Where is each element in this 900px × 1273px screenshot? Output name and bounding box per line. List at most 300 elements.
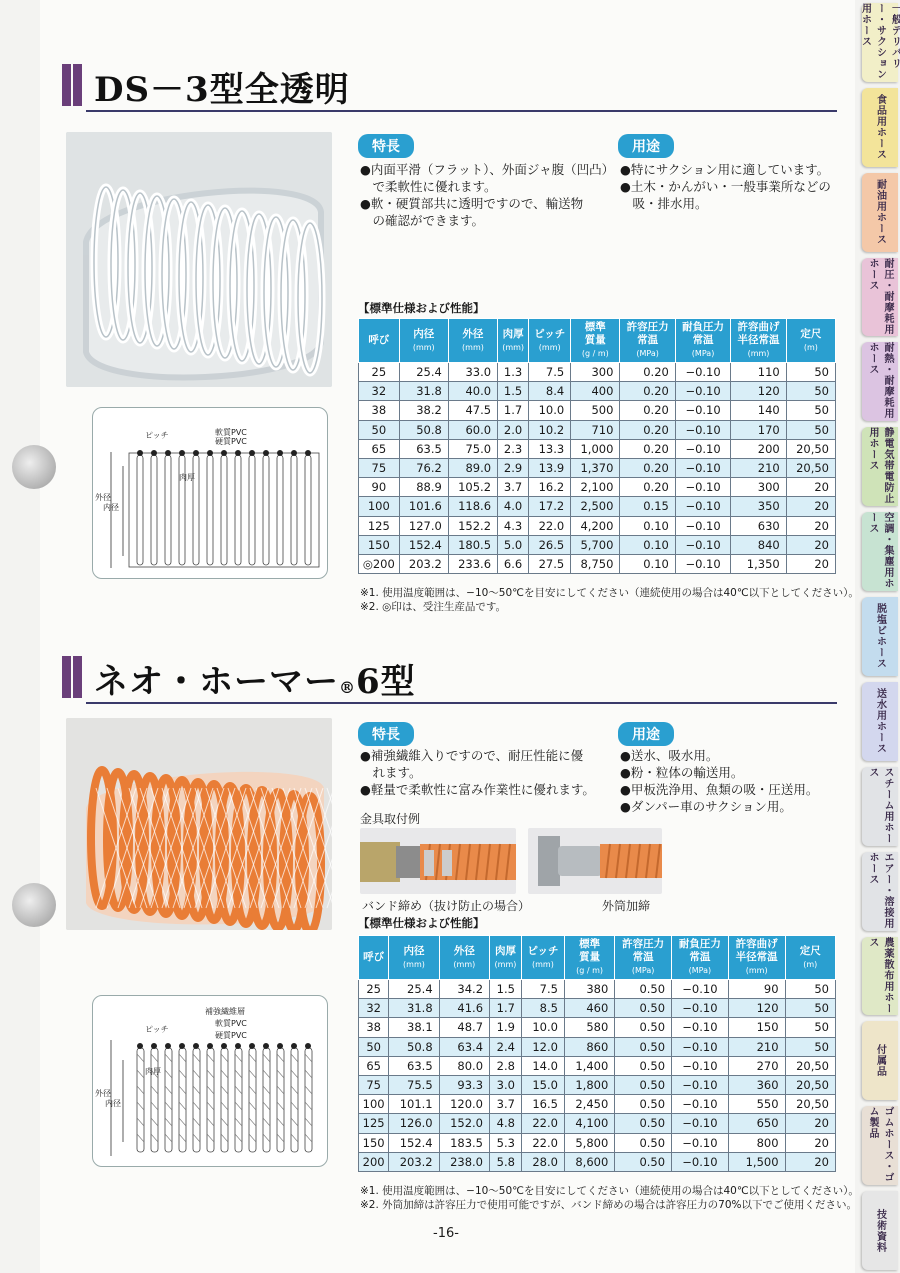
use-item: ●送水、吸水用。 <box>620 748 719 763</box>
uses-list <box>620 747 818 815</box>
title-main: ネオ・ホーマー <box>94 662 339 702</box>
index-tab[interactable]: 技術資料 <box>862 1191 898 1270</box>
feature-item: ●補強繊維入りですので、耐圧性能に優 <box>360 748 584 763</box>
table-cell: 0.10 <box>620 516 675 535</box>
section-title <box>94 654 416 703</box>
outer-crimp-caption: 外筒加締 <box>602 899 651 913</box>
column-header: 内径 (mm) <box>399 319 448 363</box>
table-cell: 20,50 <box>785 1075 835 1094</box>
fiber-hatch <box>165 1118 172 1126</box>
table-row <box>359 1095 836 1114</box>
index-tab[interactable]: 脱塩ビホース <box>862 597 898 676</box>
table-cell: 233.6 <box>448 554 497 573</box>
fiber-hatch <box>193 1118 200 1126</box>
table-cell: 350 <box>731 497 786 516</box>
table-cell: 0.50 <box>615 1095 672 1114</box>
table-cell: 38.2 <box>399 401 448 420</box>
rib-dot <box>165 1043 171 1049</box>
fiber-hatch <box>291 1118 298 1126</box>
table-cell: 180.5 <box>448 535 497 554</box>
fiber-hatch <box>207 1134 214 1142</box>
fiber-hatch <box>137 1086 144 1094</box>
use-item: ●土木・かんがい・一般事業所などの <box>620 179 831 194</box>
table-cell: 8.4 <box>529 382 571 401</box>
table-cell: 120 <box>731 382 786 401</box>
table-cell: −0.10 <box>675 363 730 382</box>
rib <box>193 455 199 565</box>
table-cell: 150 <box>359 535 400 554</box>
table-cell: 10.0 <box>529 401 571 420</box>
index-tab[interactable]: 付属品 <box>862 1021 898 1100</box>
hose-ribs <box>137 1043 312 1152</box>
table-cell: 65 <box>359 439 400 458</box>
table-cell: 4,200 <box>571 516 620 535</box>
rib-dot <box>277 450 283 456</box>
fiber-hatch <box>263 1086 270 1094</box>
band-clamp-photo <box>360 828 516 894</box>
table-cell: 20 <box>786 516 835 535</box>
table-cell: 48.7 <box>439 1018 489 1037</box>
column-header: 定尺 (m) <box>786 319 835 363</box>
table-cell: 26.5 <box>529 535 571 554</box>
table-cell: 550 <box>728 1095 785 1114</box>
table-cell: 10.0 <box>521 1018 564 1037</box>
table-cell: 25 <box>359 980 389 999</box>
fiber-hatch <box>165 1086 172 1094</box>
table-cell: 4.0 <box>498 497 529 516</box>
column-header: 耐負圧力 常温 (MPa) <box>672 936 729 980</box>
feature-item: で柔軟性に優れます。 <box>360 179 497 194</box>
feature-item: ●軟・硬質部共に透明ですので、輸送物 <box>360 196 584 211</box>
table-cell: 13.3 <box>529 439 571 458</box>
rib <box>263 455 269 565</box>
use-item: 吸・排水用。 <box>620 196 708 211</box>
table-cell: 41.6 <box>439 999 489 1018</box>
table-cell: 203.2 <box>399 554 448 573</box>
fiber-hatch <box>179 1134 186 1142</box>
fiber-hatch <box>165 1134 172 1142</box>
table-row <box>359 516 836 535</box>
features-list <box>360 161 614 229</box>
outer-crimp-photo <box>528 828 662 894</box>
inner-diameter-label: 内径 <box>105 1099 121 1108</box>
fiber-hatch <box>235 1054 242 1062</box>
index-tab[interactable]: 食品用ホース <box>862 88 898 167</box>
table-cell: 5.8 <box>490 1152 522 1171</box>
column-header: 外径 (mm) <box>448 319 497 363</box>
table-cell: 4.8 <box>490 1114 522 1133</box>
table-row <box>359 458 836 477</box>
table-cell: 170 <box>731 420 786 439</box>
table-cell: 50.8 <box>399 420 448 439</box>
table-cell: 15.0 <box>521 1075 564 1094</box>
table-cell: 16.2 <box>529 478 571 497</box>
pitch-label: ピッチ <box>145 431 169 440</box>
fiber-hatch <box>235 1118 242 1126</box>
uses-badge: 用途 <box>618 722 674 746</box>
table-cell: 152.4 <box>399 535 448 554</box>
use-item: ●粉・粒体の輸送用。 <box>620 765 744 780</box>
table-cell: 50 <box>359 420 400 439</box>
table-cell: 0.20 <box>620 478 675 497</box>
table-cell: 7.5 <box>529 363 571 382</box>
table-cell: 1.3 <box>498 363 529 382</box>
table-cell: −0.10 <box>675 478 730 497</box>
feature-item: ●軽量で柔軟性に富み作業性に優れます。 <box>360 782 595 797</box>
table-cell: 32 <box>359 999 389 1018</box>
table-cell: −0.10 <box>675 420 730 439</box>
rib <box>277 1048 284 1152</box>
fiber-hatch <box>291 1102 298 1110</box>
column-header: 許容圧力 常温 (MPa) <box>615 936 672 980</box>
fiber-hatch <box>193 1054 200 1062</box>
fiber-hatch <box>249 1134 256 1142</box>
column-header: 許容圧力 常温 (MPa) <box>620 319 675 363</box>
fiber-hatch <box>305 1134 312 1142</box>
table-cell: 63.5 <box>399 439 448 458</box>
header-rule <box>86 702 837 704</box>
header-bar <box>62 64 82 106</box>
table-cell: −0.10 <box>675 401 730 420</box>
table-cell: 5,800 <box>564 1133 614 1152</box>
note-line: ※2. ◎印は、受注生産品です。 <box>360 601 506 613</box>
index-tab[interactable]: 空調・集塵用ホース <box>862 512 898 591</box>
fiber-hatch <box>235 1102 242 1110</box>
table-cell: 580 <box>564 1018 614 1037</box>
use-item: ●特にサクション用に適しています。 <box>620 162 830 177</box>
table-cell: 360 <box>728 1075 785 1094</box>
fiber-hatch <box>263 1070 270 1078</box>
rib-dot <box>165 450 171 456</box>
title-suffix: 6型 <box>356 662 416 702</box>
table-cell: 2.4 <box>490 1037 522 1056</box>
table-cell: 33.0 <box>448 363 497 382</box>
table-cell: 50 <box>359 1037 389 1056</box>
table-cell: 8,600 <box>564 1152 614 1171</box>
table-row <box>359 497 836 516</box>
rib <box>207 1048 214 1152</box>
rib-dot <box>305 450 311 456</box>
column-header: 許容曲げ 半径常温 (mm) <box>731 319 786 363</box>
features-badge: 特長 <box>358 722 414 746</box>
table-cell: 0.20 <box>620 458 675 477</box>
table-cell: 10.2 <box>529 420 571 439</box>
table-row <box>359 1037 836 1056</box>
fiber-hatch <box>249 1086 256 1094</box>
fiber-hatch <box>291 1054 298 1062</box>
table-cell: 4,100 <box>564 1114 614 1133</box>
table-cell: 3.7 <box>498 478 529 497</box>
table-row <box>359 535 836 554</box>
index-tab[interactable]: 静電気帯電防止用ホース <box>862 427 898 506</box>
table-cell: 630 <box>731 516 786 535</box>
rib-dot <box>291 450 297 456</box>
page-number: -16- <box>433 1226 459 1241</box>
table-cell: 0.20 <box>620 363 675 382</box>
binder-hole <box>12 445 56 489</box>
product-photo-neo-homer <box>66 718 332 930</box>
fiber-hatch <box>263 1102 270 1110</box>
fiber-hatch <box>179 1086 186 1094</box>
fiber-hatch <box>151 1118 158 1126</box>
table-cell: 8.5 <box>521 999 564 1018</box>
table-cell: 500 <box>571 401 620 420</box>
outer-diameter-label: 外径 <box>95 493 111 502</box>
fiber-hatch <box>179 1054 186 1062</box>
column-header: 標準 質量 (g / m) <box>571 319 620 363</box>
table-cell: 65 <box>359 1056 389 1075</box>
fiber-hatch <box>249 1118 256 1126</box>
fiber-hatch <box>193 1070 200 1078</box>
index-tab[interactable]: 耐油用ホース <box>862 173 898 252</box>
fiber-hatch <box>235 1070 242 1078</box>
fiber-hatch <box>165 1070 172 1078</box>
rib <box>235 455 241 565</box>
fitting-examples-title: 金具取付例 <box>360 812 421 826</box>
table-cell: 100 <box>359 1095 389 1114</box>
table-cell: 20 <box>785 1114 835 1133</box>
fiber-hatch <box>291 1070 298 1078</box>
table-cell: 20 <box>786 535 835 554</box>
table-cell: 150 <box>728 1018 785 1037</box>
rib <box>193 1048 200 1152</box>
table-cell: 0.50 <box>615 1114 672 1133</box>
table-cell: 238.0 <box>439 1152 489 1171</box>
index-tab[interactable]: 耐熱・耐摩耗用ホース <box>862 342 898 421</box>
index-tab[interactable]: 耐圧・耐摩耗用ホース <box>862 258 898 337</box>
fiber-hatch <box>207 1086 214 1094</box>
rib-dot <box>137 1043 143 1049</box>
table-cell: 0.50 <box>615 1018 672 1037</box>
table-cell: 152.2 <box>448 516 497 535</box>
fiber-hatch <box>137 1134 144 1142</box>
table-cell: 0.50 <box>615 1075 672 1094</box>
table-cell: 63.4 <box>439 1037 489 1056</box>
index-tab[interactable]: エアー・溶接用ホース <box>862 852 898 931</box>
index-tab[interactable]: スチーム用ホース <box>862 767 898 846</box>
fiber-hatch <box>305 1086 312 1094</box>
table-cell: 400 <box>571 382 620 401</box>
band-clamp-caption: バンド締め（抜け防止の場合） <box>362 899 531 913</box>
table-cell: 75.5 <box>389 1075 439 1094</box>
soft-pvc-label: 軟質PVC <box>215 428 247 437</box>
rib <box>151 455 157 565</box>
table-cell: 2.0 <box>498 420 529 439</box>
column-header: 外径 (mm) <box>439 936 489 980</box>
table-cell: 27.5 <box>529 554 571 573</box>
table-cell: 22.0 <box>529 516 571 535</box>
table-cell: 0.50 <box>615 999 672 1018</box>
rib <box>249 455 255 565</box>
rib-dot <box>263 1043 269 1049</box>
index-tab[interactable]: 送水用ホース <box>862 682 898 761</box>
table-row <box>359 478 836 497</box>
fiber-hatch <box>305 1102 312 1110</box>
table-cell: 2,450 <box>564 1095 614 1114</box>
table-row <box>359 1075 836 1094</box>
rib-dot <box>291 1043 297 1049</box>
table-cell: 0.10 <box>620 535 675 554</box>
header-rule <box>86 110 837 112</box>
table-cell: 20,50 <box>786 458 835 477</box>
table-cell: 1,350 <box>731 554 786 573</box>
table-header-row <box>359 936 836 980</box>
note-line: ※2. 外筒加締は許容圧力で使用可能ですが、バンド締めの場合は許容圧力の70%以下でご使用ください。 <box>360 1199 857 1211</box>
table-cell: 200 <box>731 439 786 458</box>
table-row <box>359 1152 836 1171</box>
fiber-hatch <box>151 1102 158 1110</box>
table-cell: 2.3 <box>498 439 529 458</box>
rib-dot <box>137 450 143 456</box>
rib-dot <box>151 450 157 456</box>
table-cell: 63.5 <box>389 1056 439 1075</box>
table-cell: 20 <box>786 478 835 497</box>
note-line: ※1. 使用温度範囲は、−10〜50℃を目安にしてください（連続使用の場合は40℃以下としてください）。 <box>360 587 859 599</box>
table-cell: 0.20 <box>620 439 675 458</box>
table-cell: 1.7 <box>490 999 522 1018</box>
table-cell: 25 <box>359 363 400 382</box>
cross-section-diagram-ds3 <box>92 407 328 579</box>
table-cell: −0.10 <box>675 516 730 535</box>
table-cell: 140 <box>731 401 786 420</box>
fiber-hatch <box>193 1102 200 1110</box>
fiber-hatch <box>249 1070 256 1078</box>
table-cell: 38 <box>359 1018 389 1037</box>
rib-dot <box>151 1043 157 1049</box>
fiber-hatch <box>277 1102 284 1110</box>
fiber-hatch <box>277 1086 284 1094</box>
rib <box>277 455 283 565</box>
rib-dot <box>235 1043 241 1049</box>
table-cell: 76.2 <box>399 458 448 477</box>
column-header: 肉厚 (mm) <box>498 319 529 363</box>
table-cell: 840 <box>731 535 786 554</box>
table-row <box>359 439 836 458</box>
fiber-hatch <box>221 1054 228 1062</box>
fiber-hatch <box>249 1054 256 1062</box>
fiber-hatch <box>221 1086 228 1094</box>
rib-dot <box>179 450 185 456</box>
spec-table-ds3 <box>358 318 836 574</box>
table-cell: 210 <box>728 1037 785 1056</box>
table-cell: −0.10 <box>672 1075 729 1094</box>
table-cell: 20,50 <box>785 1095 835 1114</box>
table-cell: 2.8 <box>490 1056 522 1075</box>
fiber-hatch <box>207 1054 214 1062</box>
table-cell: 88.9 <box>399 478 448 497</box>
table-cell: 0.10 <box>620 554 675 573</box>
table-row <box>359 363 836 382</box>
table-cell: 125 <box>359 1114 389 1133</box>
table-cell: 1,800 <box>564 1075 614 1094</box>
table-cell: 20 <box>786 497 835 516</box>
table-cell: 380 <box>564 980 614 999</box>
rib <box>305 1048 312 1152</box>
table-cell: 3.7 <box>490 1095 522 1114</box>
table-cell: 1.7 <box>498 401 529 420</box>
fiber-hatch <box>291 1086 298 1094</box>
table-cell: 0.50 <box>615 1152 672 1171</box>
rib-dot <box>179 1043 185 1049</box>
rib <box>263 1048 270 1152</box>
section-header-ds3 <box>62 62 837 112</box>
table-cell: 31.8 <box>399 382 448 401</box>
table-cell: 1.9 <box>490 1018 522 1037</box>
table-row <box>359 1018 836 1037</box>
index-tab[interactable]: 農薬散布用ホース <box>862 937 898 1016</box>
rib <box>137 1048 144 1152</box>
index-tab[interactable]: ゴムホース・ゴム製品 <box>862 1106 898 1185</box>
table-cell: 120 <box>728 999 785 1018</box>
table-cell: 75.0 <box>448 439 497 458</box>
table-cell: 5.0 <box>498 535 529 554</box>
table-cell: −0.10 <box>672 1152 729 1171</box>
table-cell: −0.10 <box>672 1095 729 1114</box>
table-cell: 20,50 <box>786 439 835 458</box>
rib-dot <box>277 1043 283 1049</box>
rib-dot <box>235 450 241 456</box>
table-cell: 20 <box>785 1133 835 1152</box>
column-header: ピッチ (mm) <box>529 319 571 363</box>
fiber-hatch <box>151 1134 158 1142</box>
cross-section-diagram-neo-homer <box>92 995 328 1167</box>
rib-dot <box>249 1043 255 1049</box>
rib <box>151 1048 158 1152</box>
outer-diameter-label: 外径 <box>95 1089 111 1098</box>
table-row <box>359 382 836 401</box>
feature-item: ●内面平滑（フラット）、外面ジャ腹（凹凸） <box>360 162 615 177</box>
table-cell: 300 <box>571 363 620 382</box>
fiber-hatch <box>263 1134 270 1142</box>
fiber-hatch <box>277 1054 284 1062</box>
binder-hole <box>12 883 56 927</box>
fiber-hatch <box>221 1102 228 1110</box>
table-cell: 22.0 <box>521 1114 564 1133</box>
spec-table-title: 【標準仕様および性能】 <box>358 916 485 930</box>
table-cell: −0.10 <box>675 439 730 458</box>
index-tabs <box>860 0 900 1273</box>
column-header: 内径 (mm) <box>389 936 439 980</box>
thickness-label: 肉厚 <box>145 1067 161 1076</box>
fiber-hatch <box>263 1054 270 1062</box>
table-cell: 2,500 <box>571 497 620 516</box>
table-cell: 118.6 <box>448 497 497 516</box>
table-cell: −0.10 <box>675 382 730 401</box>
table-cell: 4.3 <box>498 516 529 535</box>
table-cell: 20 <box>786 554 835 573</box>
table-cell: 2.9 <box>498 458 529 477</box>
fiber-hatch <box>235 1086 242 1094</box>
page-number-value: 16 <box>437 1226 455 1241</box>
fiber-hatch <box>137 1118 144 1126</box>
table-cell: −0.10 <box>675 497 730 516</box>
column-header: 呼び <box>359 936 389 980</box>
table-cell: 100 <box>359 497 400 516</box>
column-header: 肉厚 (mm) <box>490 936 522 980</box>
table-cell: 93.3 <box>439 1075 489 1094</box>
index-tab[interactable]: 一般デリバリー・サクション用ホース <box>859 3 900 80</box>
table-cell: 200 <box>359 1152 389 1171</box>
uses-badge: 用途 <box>618 134 674 158</box>
column-header: 標準 質量 (g / m) <box>564 936 614 980</box>
table-cell: 101.6 <box>399 497 448 516</box>
table-cell: 127.0 <box>399 516 448 535</box>
table-cell: 50.8 <box>389 1037 439 1056</box>
table-cell: 20,50 <box>785 1056 835 1075</box>
table-cell: −0.10 <box>675 458 730 477</box>
fiber-hatch <box>165 1054 172 1062</box>
table-cell: 90 <box>359 478 400 497</box>
